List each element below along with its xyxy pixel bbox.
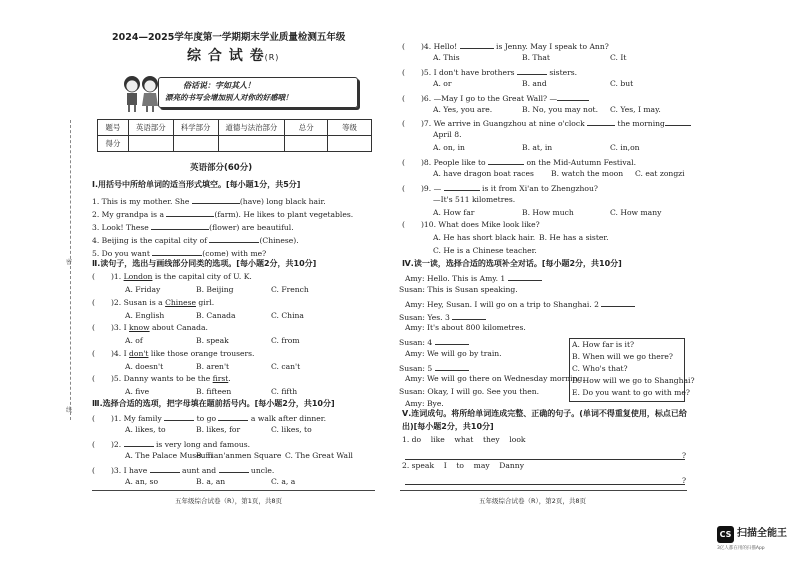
page-2 (397, 0, 794, 561)
score-header-cell: 道德与法治部分 (218, 120, 285, 136)
s1-blank[interactable] (166, 209, 214, 217)
s5-answer-line[interactable] (405, 459, 685, 460)
dialogue-line (405, 273, 542, 283)
q-option[interactable]: C. It (610, 53, 627, 62)
s1-item-text: 2. My grandpa is a (92, 210, 167, 219)
subtitle-version: (R) (264, 53, 280, 62)
s1-blank[interactable] (209, 235, 259, 243)
q-option[interactable]: B. How much (522, 208, 574, 217)
s2-option[interactable]: C. fifth (271, 387, 298, 396)
q-blank[interactable] (460, 41, 494, 49)
s2-rest: about Canada. (149, 323, 208, 332)
dialogue-blank[interactable] (601, 299, 635, 307)
q-option[interactable]: C. He is a Chinese teacher. (433, 246, 537, 255)
q-option[interactable]: C. Yes, I may. (610, 105, 661, 114)
dialogue-blank[interactable] (452, 312, 486, 320)
dialogue-text: Susan: 4 (399, 338, 435, 347)
answer-paren-open[interactable]: ( (402, 119, 405, 128)
s1-item (92, 196, 326, 206)
s3-text: is very long and famous. (153, 440, 251, 449)
s3-option[interactable]: B. Tian'anmen Square (196, 451, 282, 460)
s2-num: )2. Susan is a (110, 298, 166, 307)
score-cell[interactable] (328, 136, 372, 152)
s3-question (402, 183, 598, 193)
q-text: the morning (615, 119, 665, 128)
s3-blank[interactable] (164, 413, 194, 421)
english-section-title: 英语部分(60分) (190, 163, 253, 173)
s3-question (92, 465, 274, 475)
s3-option[interactable]: B. a, an (196, 477, 226, 486)
s2-option[interactable]: B. fifteen (196, 387, 232, 396)
s3-blank[interactable] (218, 413, 248, 421)
q-option[interactable]: C. eat zongzi (635, 169, 685, 178)
dialogue-line: Amy: We will go there on Wednesday morning. (405, 374, 585, 383)
s2-underlined: don't (129, 349, 149, 358)
s3-option[interactable]: C. The Great Wall (285, 451, 353, 460)
binding-line (70, 120, 71, 420)
s2-num: )5. Danny wants to be the (110, 374, 213, 383)
s3-option[interactable]: B. likes, for (196, 425, 241, 434)
s1-item (92, 222, 294, 232)
s5-qmark: ? (682, 476, 687, 485)
s2-underlined: Chinese (165, 298, 196, 307)
s2-rest: like those orange trousers. (148, 349, 255, 358)
q-text: on the Mid-Autumn Festival. (524, 158, 637, 167)
q-option[interactable]: A. Yes, you are. (433, 105, 493, 114)
q-text: )9. — (420, 184, 444, 193)
score-cell[interactable] (218, 136, 285, 152)
score-header-cell: 题号 (98, 120, 129, 136)
score-row-label: 得分 (98, 136, 129, 152)
s2-rest: is the capital city of U. K. (152, 272, 252, 281)
answer-paren-open[interactable]: ( (402, 220, 405, 229)
s1-item (92, 209, 353, 219)
s3-question (402, 67, 577, 77)
s3-text: uncle. (248, 466, 275, 475)
q-option[interactable]: C. but (610, 79, 634, 88)
dialogue-blank[interactable] (435, 363, 469, 371)
dialogue-option: A. How far is it? (572, 340, 635, 349)
s3-question (402, 93, 589, 103)
q-option[interactable]: B. No, you may not. (522, 105, 598, 114)
q-option[interactable]: C. in,on (610, 143, 640, 152)
s1-item-text: (have) long black hair. (239, 197, 326, 206)
score-header-cell: 总分 (285, 120, 328, 136)
q-text: )4. Hello! (420, 42, 460, 51)
answer-paren-open[interactable]: ( (92, 440, 95, 449)
s2-option[interactable]: C. from (271, 336, 300, 345)
s3-option[interactable]: A. The Palace Museum (125, 451, 213, 460)
q-blank[interactable] (517, 67, 547, 75)
footer-page-2: 五年级综合试卷（R），第2页，共8页 (479, 497, 587, 505)
s2-question (92, 273, 252, 281)
dialogue-line (399, 363, 469, 373)
s1-item-text: 4. Beijing is the capital city of (92, 236, 210, 245)
s1-item-text: (come) with me? (202, 249, 267, 258)
q-blank[interactable] (557, 93, 589, 101)
score-cell[interactable] (173, 136, 218, 152)
s2-underlined: London (123, 272, 153, 281)
s3-question (402, 221, 540, 229)
s3-option[interactable]: A. likes, to (125, 425, 166, 434)
s2-option[interactable]: C. can't (271, 362, 301, 371)
s2-option[interactable]: B. Beijing (196, 285, 234, 294)
s3-question (402, 118, 691, 128)
dialogue-option: C. Who's that? (572, 364, 628, 373)
answer-paren-open[interactable]: ( (92, 466, 95, 475)
answer-paren-open[interactable]: ( (92, 272, 95, 281)
section-5-title-line-1: Ⅴ.连词成句。将所给单词连成完整、正确的句子。(单词不得重复使用，标点已给 (402, 409, 687, 418)
s5-qmark: ? (682, 451, 687, 460)
s3-question (402, 41, 609, 51)
score-table (97, 119, 372, 152)
q-blank[interactable] (665, 118, 691, 126)
s3-text: aunt and (179, 466, 219, 475)
q-blank[interactable] (488, 157, 524, 165)
dialogue-line (399, 337, 469, 347)
answer-paren-open[interactable]: ( (402, 94, 405, 103)
section-4-title: Ⅳ.读一读，选择合适的选项补全对话。[每小题2分，共10分] (402, 259, 622, 268)
answer-paren-open[interactable]: ( (92, 349, 95, 358)
q-text: )8. People like to (420, 158, 489, 167)
s2-num: )4. I (110, 349, 130, 358)
s1-item-text: (farm). He likes to plant vegetables. (214, 210, 354, 219)
s5-answer-line[interactable] (405, 484, 685, 485)
s3-option[interactable]: A. an, so (125, 477, 159, 486)
s3-text: a walk after dinner. (248, 414, 327, 423)
score-header-cell: 等级 (328, 120, 372, 136)
s3-question (402, 157, 636, 167)
q-text: )5. I don't have brothers (420, 68, 517, 77)
s1-blank[interactable] (151, 222, 209, 230)
score-header-cell: 科学部分 (173, 120, 218, 136)
side-mark-a: 密 (66, 259, 73, 266)
s1-item-text: 3. Look! These (92, 223, 152, 232)
s2-question (92, 299, 214, 307)
answer-paren-open[interactable]: ( (402, 42, 405, 51)
q-option[interactable]: C. How many (610, 208, 662, 217)
scanner-logo-text: CS (719, 530, 732, 539)
s2-question (92, 350, 254, 358)
s2-question (92, 324, 208, 332)
answer-paren-open[interactable]: ( (402, 184, 405, 193)
score-cell[interactable] (285, 136, 328, 152)
q-text: is it from Xi'an to Zhengzhou? (479, 184, 598, 193)
side-mark-c: 线 (66, 407, 73, 414)
scanner-logo-icon (717, 526, 734, 543)
motto-line-2: 漂亮的书写会增加别人对你的好感哦！ (165, 93, 293, 102)
q-option[interactable]: B. He has a sister. (539, 233, 609, 242)
s1-blank[interactable] (152, 248, 202, 256)
footer-page-1: 五年级综合试卷（R），第1页，共8页 (175, 497, 283, 505)
s1-item-text: (Chinese). (259, 236, 299, 245)
s2-num: )1. (110, 272, 124, 281)
s3-text: )1. My family (110, 414, 165, 423)
dialogue-option: D. How will we go to Shanghai? (572, 376, 695, 385)
s5-words: 1. do like what they look (402, 435, 526, 444)
s3-text: to go (194, 414, 219, 423)
q-option[interactable]: B. and (522, 79, 547, 88)
q-text: is Jenny. May I speak to Ann? (493, 42, 609, 51)
q-option[interactable]: A. on, in (433, 143, 465, 152)
s2-option[interactable]: C. French (271, 285, 309, 294)
s2-option[interactable]: B. Canada (196, 311, 236, 320)
score-header-cell: 英语部分 (128, 120, 173, 136)
dialogue-text: Amy: Hey, Susan. I will go on a trip to Shanghai. 2 (405, 300, 602, 309)
answer-paren-open[interactable]: ( (402, 68, 405, 77)
dialogue-line: Amy: Bye. (405, 399, 444, 408)
s3-text: )2. (110, 440, 124, 449)
q-option[interactable]: A. He has short black hair. (433, 233, 536, 242)
s2-option[interactable]: B. speak (196, 336, 229, 345)
s2-rest: . (228, 374, 231, 383)
q-option[interactable]: A. How far (433, 208, 475, 217)
q-text: )7. We arrive in Guangzhou at nine o'clock (420, 119, 588, 128)
s1-item (92, 235, 299, 245)
q-option[interactable]: B. at, in (522, 143, 553, 152)
q-option[interactable]: A. This (433, 53, 460, 62)
q-blank[interactable] (587, 118, 615, 126)
scanner-tagline: 3亿人都在用的扫描App (717, 546, 765, 551)
scanner-app-name: 扫描全能王 (737, 528, 787, 539)
footer-rule (400, 490, 687, 491)
q-option[interactable]: B. That (522, 53, 550, 62)
q-blank[interactable] (444, 183, 480, 191)
s1-item-text: 5. Do you want (92, 249, 153, 258)
section-2-title: Ⅱ.读句子，选出与画线部分同类的选项。[每小题2分，共10分] (92, 259, 317, 268)
s3-question (92, 439, 250, 449)
q-text: )6. —May I go to the Great Wall? — (420, 94, 558, 103)
section-5-title-line-2: 出)[每小题2分，共10分] (402, 422, 494, 431)
q-option[interactable]: A. or (433, 79, 452, 88)
s2-option[interactable]: B. aren't (196, 362, 230, 371)
score-cell[interactable] (128, 136, 173, 152)
s1-item (92, 248, 266, 258)
s2-underlined: first (212, 374, 229, 383)
q-option[interactable]: A. have dragon boat races (433, 169, 534, 178)
motto-line-1: 俗话说：字如其人！ (183, 81, 255, 90)
s5-words: 2. speak I to may Danny (402, 461, 524, 470)
dialogue-line: Susan: This is Susan speaking. (399, 285, 518, 294)
dialogue-line (399, 312, 486, 322)
s2-option[interactable]: A. of (125, 336, 143, 345)
s3-question (92, 413, 326, 423)
s2-option[interactable]: A. English (125, 311, 165, 320)
q-text: )10. What does Mike look like? (420, 220, 540, 229)
s3-text: )3. I have (110, 466, 150, 475)
subtitle-text: 综 合 试 卷 (187, 48, 265, 64)
section-1-title: Ⅰ.用括号中所给单词的适当形式填空。[每小题1分，共5分] (92, 180, 301, 189)
s3-option[interactable]: C. likes, to (271, 425, 312, 434)
s3-blank[interactable] (124, 439, 154, 447)
s2-option[interactable]: A. five (125, 387, 150, 396)
s2-option[interactable]: A. Friday (125, 285, 161, 294)
dialogue-line: Susan: Okay, I will go. See you then. (399, 387, 540, 396)
answer-paren-open[interactable]: ( (92, 298, 95, 307)
answer-paren-open[interactable]: ( (402, 158, 405, 167)
dialogue-blank[interactable] (435, 337, 469, 345)
q-text: sisters. (546, 68, 578, 77)
dialogue-line: Amy: It's about 800 kilometres. (405, 323, 526, 332)
s2-option[interactable]: C. China (271, 311, 304, 320)
s1-item-text: (flower) are beautiful. (209, 223, 294, 232)
q-text-cont: April 8. (433, 130, 462, 139)
s2-option[interactable]: A. doesn't (125, 362, 164, 371)
exam-title: 2024—2025学年度第一学期期末学业质量检测五年级 (112, 32, 346, 43)
s3-blank[interactable] (219, 465, 249, 473)
footer-rule (92, 490, 375, 491)
s2-num: )3. I (110, 323, 130, 332)
answer-paren-open[interactable]: ( (92, 374, 95, 383)
s3-option[interactable]: C. a, a (271, 477, 296, 486)
dialogue-line (405, 299, 635, 309)
score-table-header-row (98, 120, 372, 136)
dialogue-text: Amy: Hello. This is Amy. 1 (405, 274, 508, 283)
s2-question (92, 375, 231, 383)
exam-subtitle (187, 49, 279, 63)
q-text-cont: —It's 511 kilometres. (433, 195, 516, 204)
answer-paren-open[interactable]: ( (92, 414, 95, 423)
dialogue-text: Susan: Yes. 3 (399, 313, 453, 322)
dialogue-line: Amy: We will go by train. (405, 349, 502, 358)
dialogue-option: B. When will we go there? (572, 352, 673, 361)
dialogue-option: E. Do you want to go with me? (572, 388, 690, 397)
section-3-title: Ⅲ.选择合适的选项，把字母填在题前括号内。[每小题2分，共10分] (92, 399, 335, 408)
q-option[interactable]: B. watch the moon (551, 169, 624, 178)
s2-underlined: know (129, 323, 150, 332)
s3-blank[interactable] (150, 465, 180, 473)
s1-blank[interactable] (192, 196, 240, 204)
answer-paren-open[interactable]: ( (92, 323, 95, 332)
dialogue-blank[interactable] (508, 273, 542, 281)
score-table-row (98, 136, 372, 152)
dialogue-text: Susan: 5 (399, 364, 435, 373)
s2-rest: girl. (196, 298, 215, 307)
s1-item-text: 1. This is my mother. She (92, 197, 192, 206)
